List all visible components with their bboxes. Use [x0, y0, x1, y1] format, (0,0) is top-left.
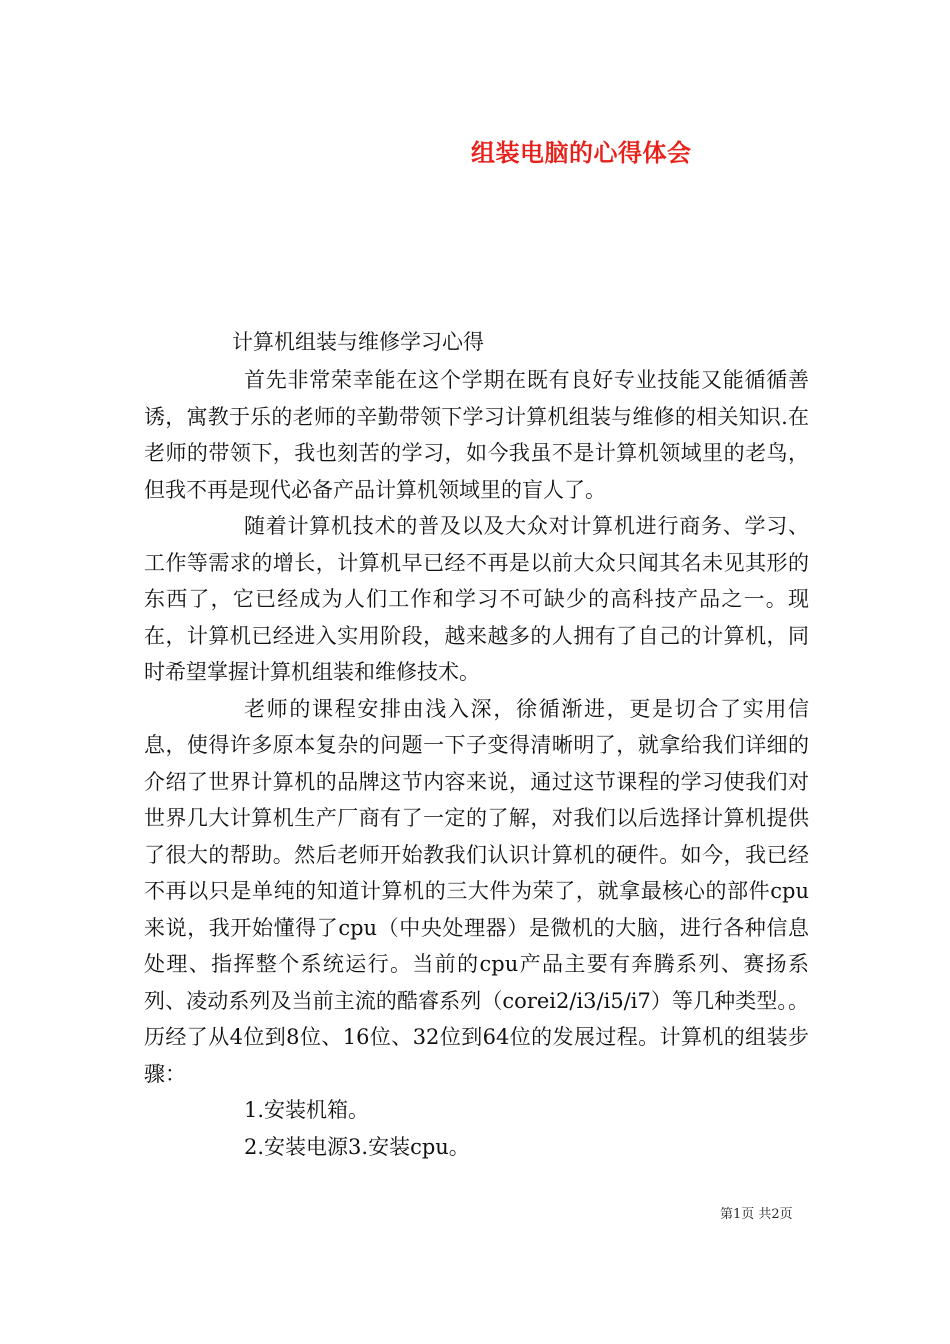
paragraph-1: 首先非常荣幸能在这个学期在既有良好专业技能又能循循善诱，寓教于乐的老师的辛勤带领下学习计算机组装与维修的相关知识.在老师的带领下，我也刻苦的学习，如今我虽不是计算机领域里的老鸟，但我不再是现代必备产品计算机领域里的盲人了。	[144, 368, 809, 502]
assembly-step-2: 2.安装电源3.安装cpu。	[244, 1134, 470, 1159]
paragraph-3: 老师的课程安排由浅入深，徐循渐进，更是切合了实用信息，使得许多原本复杂的问题一下子变得清晰明了，就拿给我们详细的介绍了世界计算机的品牌这节内容来说，通过这节课程的学习使我们对世界几大计算机生产厂商有了一定的了解，对我们以后选择计算机提供了很大的帮助。然后老师开始教我们认识计算机的硬件。如今，我已经不再以只是单纯的知道计算机的三大件为荣了，就拿最核心的部件cpu来说，我开始懂得了cpu（中央处理器）是微机的大脑，进行各种信息处理、指挥整个系统运行。当前的cpu产品主要有奔腾系列、赛扬系列、凌动系列及当前主流的酷睿系列（corei2/i3/i5/i7）等几种类型。。历经了从4位到8位、16位、32位到64位的发展过程。计算机的组装步骤：	[144, 696, 809, 1086]
assembly-step-1: 1.安装机箱。	[244, 1098, 370, 1122]
paragraph-2: 随着计算机技术的普及以及大众对计算机进行商务、学习、工作等需求的增长，计算机早已经不再是以前大众只闻其名未见其形的东西了，它已经成为人们工作和学习不可缺少的高科技产品之一。现在，计算机已经进入实用阶段，越来越多的人拥有了自己的计算机，同时希望掌握计算机组装和维修技术。	[144, 514, 809, 684]
document-subtitle: 计算机组装与维修学习心得	[232, 330, 484, 354]
document-title: 组装电脑的心得体会	[471, 138, 692, 167]
page-number-footer: 第1页 共2页	[720, 1207, 793, 1222]
document-body	[144, 362, 809, 1165]
